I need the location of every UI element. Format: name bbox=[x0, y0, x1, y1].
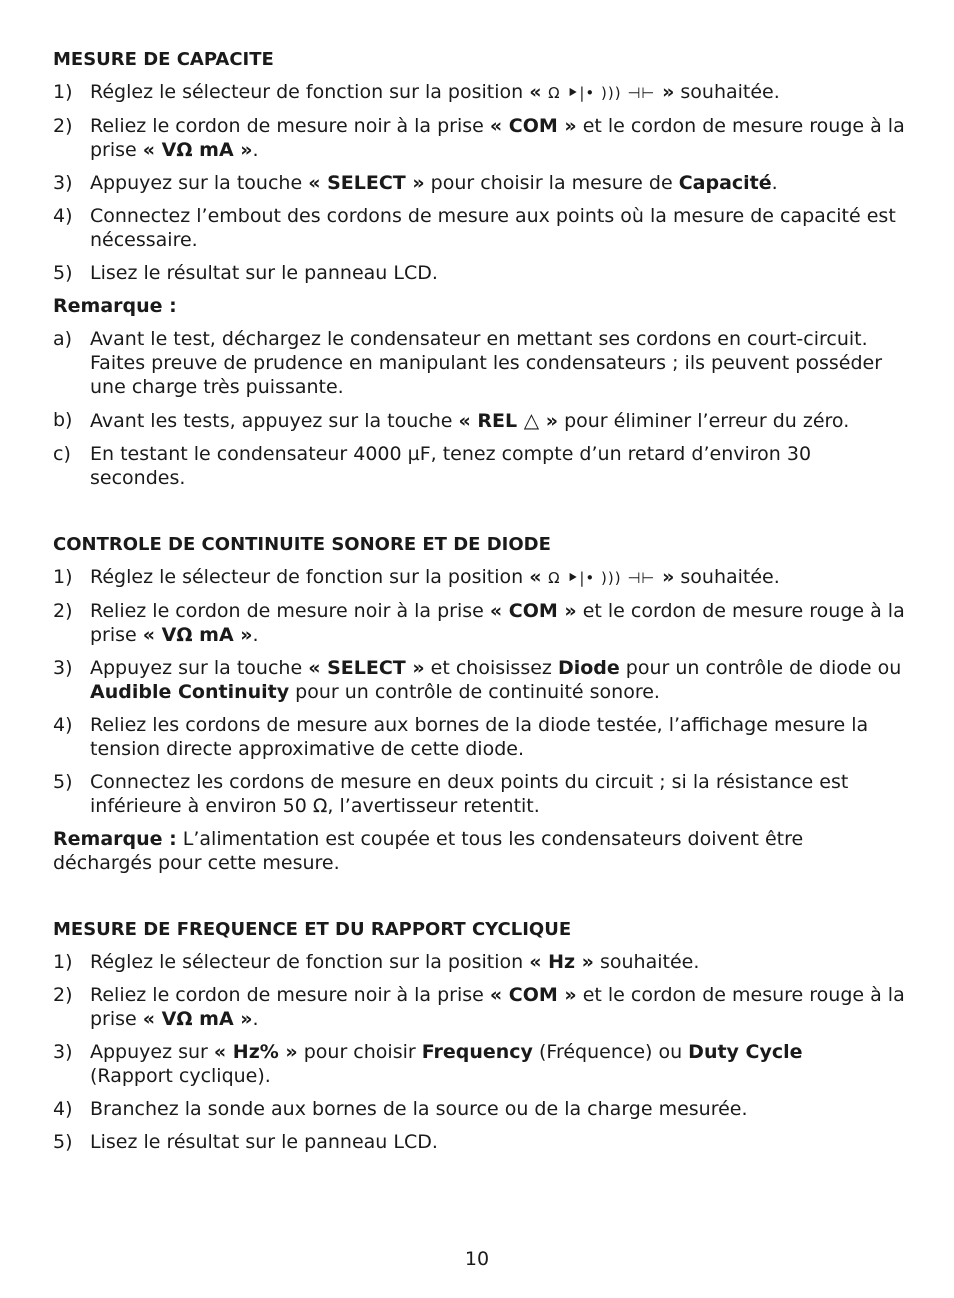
list-item bbox=[53, 983, 905, 1031]
item-letter: a) bbox=[53, 328, 73, 350]
item-number: 5) bbox=[53, 262, 73, 284]
quote-close: » bbox=[539, 410, 559, 432]
duty-cycle-term: Duty Cycle bbox=[688, 1041, 803, 1063]
item-text: Avant les tests, appuyez sur la touche bbox=[90, 410, 459, 432]
select-key: « SELECT » bbox=[308, 657, 425, 679]
list-item bbox=[53, 80, 905, 105]
section-title-frequency: MESURE DE FREQUENCE ET DU RAPPORT CYCLIQUE bbox=[53, 919, 572, 940]
item-text: Appuyez sur la touche bbox=[90, 172, 309, 194]
item-text: . bbox=[252, 139, 259, 161]
quote-close: » bbox=[655, 81, 675, 103]
note-text: L’alimentation est coupée et tous les condensateurs doivent être déchargés pour cette mesure. bbox=[53, 828, 804, 874]
audible-continuity-term: Audible Continuity bbox=[90, 681, 290, 703]
item-text: et le cordon de mesure rouge à la prise bbox=[90, 984, 905, 1030]
com-jack: « COM » bbox=[489, 984, 577, 1006]
note-label: Remarque : bbox=[53, 828, 177, 850]
quote-close: » bbox=[655, 566, 675, 588]
item-text: Réglez le sélecteur de fonction sur la position bbox=[90, 566, 530, 588]
note-item bbox=[53, 442, 905, 490]
capacity-term: Capacité bbox=[678, 172, 772, 194]
item-text: souhaitée. bbox=[674, 566, 780, 588]
quote-open: « bbox=[529, 81, 549, 103]
item-text: pour un contrôle de diode ou bbox=[619, 657, 902, 679]
item-text: pour choisir bbox=[297, 1041, 422, 1063]
list-item bbox=[53, 1040, 905, 1088]
com-jack: « COM » bbox=[489, 600, 577, 622]
item-number: 1) bbox=[53, 81, 73, 103]
item-text: Connectez l’embout des cordons de mesure aux points où la mesure de capacité est nécessaire. bbox=[90, 205, 896, 251]
note-paragraph bbox=[53, 827, 905, 875]
select-key: « SELECT » bbox=[308, 172, 425, 194]
hz-percent-key: « Hz% » bbox=[213, 1041, 298, 1063]
item-text: Appuyez sur bbox=[90, 1041, 214, 1063]
item-letter: c) bbox=[53, 443, 71, 465]
item-text: En testant le condensateur 4000 µF, tenez compte d’un retard d’environ 30 secondes. bbox=[90, 443, 812, 489]
item-text: souhaitée. bbox=[674, 81, 780, 103]
item-number: 3) bbox=[53, 657, 73, 679]
list-item bbox=[53, 599, 905, 647]
item-text: (Fréquence) ou bbox=[532, 1041, 689, 1063]
item-number: 3) bbox=[53, 1041, 73, 1063]
item-text: Lisez le résultat sur le panneau LCD. bbox=[90, 262, 438, 284]
item-text: Réglez le sélecteur de fonction sur la position bbox=[90, 951, 530, 973]
item-number: 3) bbox=[53, 172, 73, 194]
quote-open: « bbox=[529, 566, 549, 588]
item-number: 4) bbox=[53, 714, 73, 736]
item-text: Reliez le cordon de mesure noir à la prise bbox=[90, 600, 490, 622]
diode-term: Diode bbox=[557, 657, 620, 679]
item-text: . bbox=[252, 624, 259, 646]
list-item bbox=[53, 261, 905, 285]
item-text: pour éliminer l’erreur du zéro. bbox=[558, 410, 850, 432]
item-text: . bbox=[771, 172, 778, 194]
item-text: Connectez les cordons de mesure en deux points du circuit ; si la résistance est inférieure à environ 50 Ω, l’avertisseur retentit. bbox=[90, 771, 849, 817]
document-page bbox=[53, 48, 905, 1163]
item-text: Réglez le sélecteur de fonction sur la position bbox=[90, 81, 530, 103]
item-text: et le cordon de mesure rouge à la prise bbox=[90, 115, 905, 161]
item-number: 1) bbox=[53, 951, 73, 973]
item-text: pour choisir la mesure de bbox=[424, 172, 679, 194]
item-number: 1) bbox=[53, 566, 73, 588]
function-symbols-icon: Ω ⯈|• ))) ⊣⊢ bbox=[548, 569, 656, 587]
list-item bbox=[53, 114, 905, 162]
list-item bbox=[53, 565, 905, 590]
item-number: 2) bbox=[53, 984, 73, 1006]
item-text: souhaitée. bbox=[593, 951, 700, 973]
note-item bbox=[53, 408, 905, 433]
list-item bbox=[53, 770, 905, 818]
list-item bbox=[53, 204, 905, 252]
item-number: 4) bbox=[53, 1098, 73, 1120]
item-text: Appuyez sur la touche bbox=[90, 657, 309, 679]
item-text: Reliez le cordon de mesure noir à la prise bbox=[90, 984, 490, 1006]
note-label: Remarque : bbox=[53, 295, 177, 317]
list-item bbox=[53, 656, 905, 704]
section-title-capacity: MESURE DE CAPACITE bbox=[53, 49, 274, 70]
item-number: 2) bbox=[53, 115, 73, 137]
item-number: 2) bbox=[53, 600, 73, 622]
item-number: 5) bbox=[53, 1131, 73, 1153]
item-text: (Rapport cyclique). bbox=[90, 1065, 271, 1087]
item-text: Avant le test, déchargez le condensateur en mettant ses cordons en court-circuit. Faites preuve de prudence en manipulant les condensateurs ; ils peuvent posséder une charge très puissante. bbox=[90, 328, 883, 398]
item-text: Reliez les cordons de mesure aux bornes de la diode testée, l’affichage mesure la tension directe approximative de cette diode. bbox=[90, 714, 869, 760]
section-title-continuity: CONTROLE DE CONTINUITE SONORE ET DE DIODE bbox=[53, 534, 551, 555]
item-letter: b) bbox=[53, 409, 73, 431]
page-number: 10 bbox=[464, 1248, 490, 1270]
item-text: . bbox=[252, 1008, 259, 1030]
com-jack: « COM » bbox=[489, 115, 577, 137]
vohm-ma-jack: « VΩ mA » bbox=[142, 139, 253, 161]
list-item bbox=[53, 1097, 905, 1121]
delta-triangle-icon: △ bbox=[523, 408, 540, 432]
item-text: et le cordon de mesure rouge à la prise bbox=[90, 600, 905, 646]
list-item bbox=[53, 171, 905, 195]
item-number: 5) bbox=[53, 771, 73, 793]
note-item bbox=[53, 327, 905, 399]
vohm-ma-jack: « VΩ mA » bbox=[142, 624, 253, 646]
item-text: Branchez la sonde aux bornes de la source ou de la charge mesurée. bbox=[90, 1098, 748, 1120]
hz-position: « Hz » bbox=[529, 951, 594, 973]
function-symbols-icon: Ω ⯈|• ))) ⊣⊢ bbox=[548, 84, 656, 102]
item-text: Lisez le résultat sur le panneau LCD. bbox=[90, 1131, 438, 1153]
item-text: et choisissez bbox=[424, 657, 558, 679]
frequency-term: Frequency bbox=[421, 1041, 533, 1063]
list-item bbox=[53, 950, 905, 974]
item-text: Reliez le cordon de mesure noir à la prise bbox=[90, 115, 490, 137]
rel-key: « REL bbox=[458, 410, 524, 432]
item-number: 4) bbox=[53, 205, 73, 227]
vohm-ma-jack: « VΩ mA » bbox=[142, 1008, 253, 1030]
list-item bbox=[53, 713, 905, 761]
item-text: pour un contrôle de continuité sonore. bbox=[289, 681, 660, 703]
list-item bbox=[53, 1130, 905, 1154]
